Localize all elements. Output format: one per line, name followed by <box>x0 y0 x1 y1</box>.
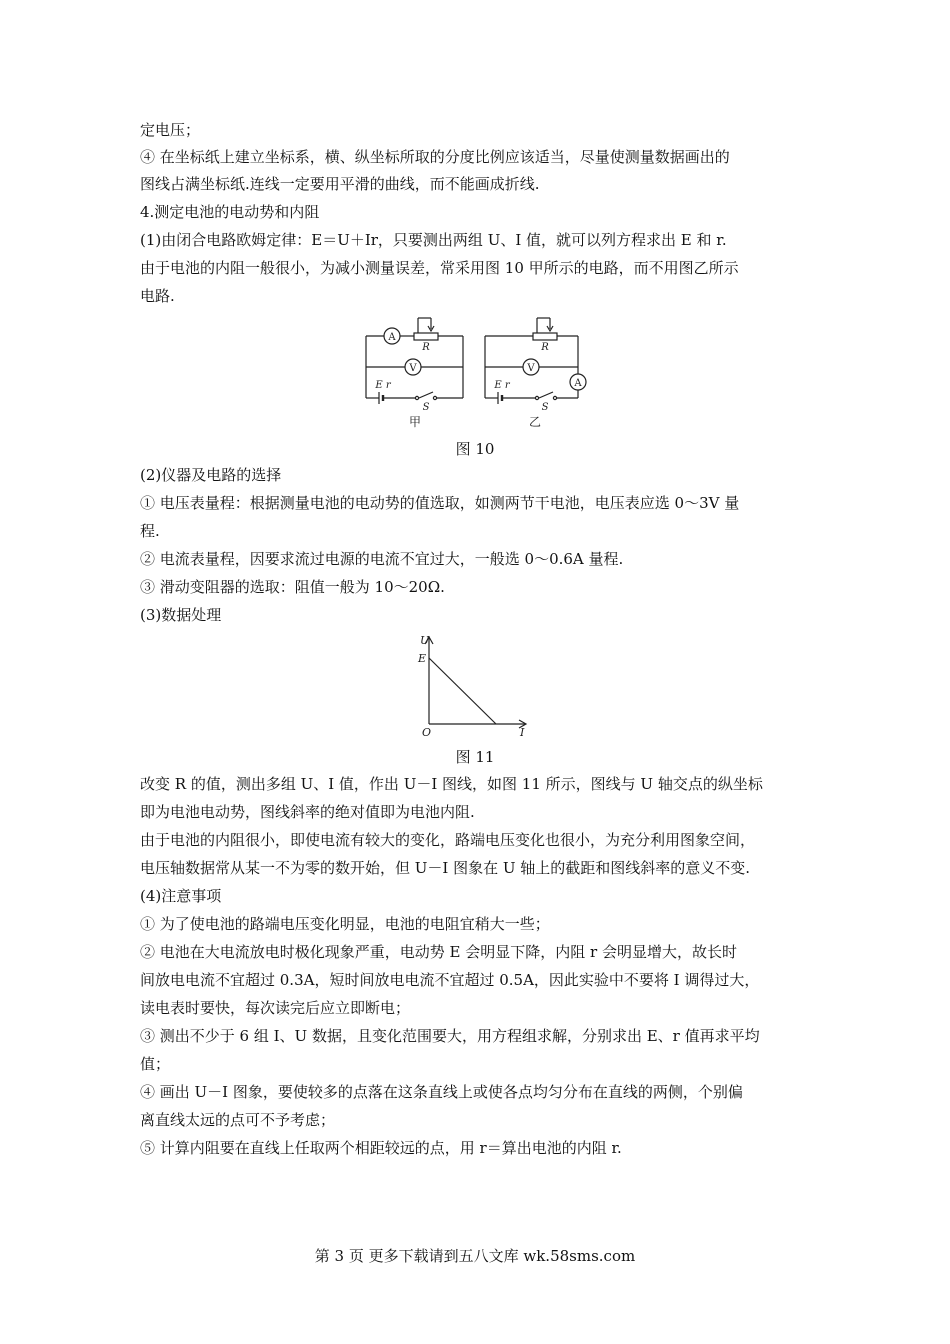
text-line: ① 电压表量程：根据测量电池的电动势的值选取，如测两节干电池，电压表应选 0～3V 量 <box>140 494 740 512</box>
rheostat-label: R <box>541 342 549 353</box>
figure-caption: 图 10 <box>455 440 495 458</box>
circuit-label: 乙 <box>528 415 542 429</box>
text-line: ④ 在坐标纸上建立坐标系，横、纵坐标所取的分度比例应该适当，尽量使测量数据画出的 <box>140 148 730 166</box>
text-line: ③ 测出不少于 6 组 I、U 数据，且变化范围要大，用方程组求解，分别求出 E、r 值再求平均 <box>140 1027 760 1045</box>
voltmeter-label: V <box>409 363 417 374</box>
text-line: 由于电池的内阻很小，即使电流有较大的变化，路端电压变化也很小，为充分利用图象空间， <box>140 831 756 849</box>
text-line: ② 电池在大电流放电时极化现象严重，电动势 E 会明显下降，内阻 r 会明显增大，故长时 <box>140 943 737 961</box>
text-line: 电路. <box>140 287 175 305</box>
ammeter-label: A <box>388 332 396 343</box>
text-line: 值； <box>140 1055 171 1073</box>
x-axis-label: I <box>520 726 525 739</box>
text-line: 定电压； <box>140 121 201 139</box>
rheostat-label: R <box>422 342 430 353</box>
text-line: ② 电流表量程，因要求流过电源的电流不宜过大，一般选 0～0.6A 量程. <box>140 550 624 568</box>
text-line: 电压轴数据常从某一不为零的数开始，但 U－I 图象在 U 轴上的截距和图线斜率的意义不变. <box>140 859 751 877</box>
figure-caption: 图 11 <box>455 748 495 766</box>
y-axis-label: U <box>420 634 430 647</box>
text-line: 读电表时要快，每次读完后应立即断电； <box>140 999 411 1017</box>
section-heading: 4.测定电池的电动势和内阻 <box>140 203 320 221</box>
intercept-label: E <box>418 652 427 665</box>
text-line: 图线占满坐标纸.连线一定要用平滑的曲线，而不能画成折线. <box>140 175 540 193</box>
voltmeter-label: V <box>527 363 535 374</box>
text-line: 即为电池电动势，图线斜率的绝对值即为电池内阻. <box>140 803 475 821</box>
text-line: 程. <box>140 522 160 540</box>
text-line: 间放电电流不宜超过 0.3A，短时间放电电流不宜超过 0.5A，因此实验中不要将 I 调得过大， <box>140 971 760 989</box>
switch-label: S <box>541 402 549 413</box>
text-line: ① 为了使电池的路端电压变化明显，电池的电阻宜稍大一些； <box>140 915 550 933</box>
circuit-label: 甲 <box>408 415 422 429</box>
battery-label: E r <box>375 380 391 391</box>
page-footer: 第 3 页 更多下载请到五八文库 wk.58sms.com <box>314 1247 636 1265</box>
text-line: 由于电池的内阻一般很小，为减小测量误差，常采用图 10 甲所示的电路，而不用图乙所示 <box>140 259 739 277</box>
text-line: ④ 画出 U－I 图象，要使较多的点落在这条直线上或使各点均匀分布在直线的两侧，个别偏 <box>140 1083 743 1101</box>
switch-label: S <box>422 402 430 413</box>
origin-label: O <box>422 726 432 739</box>
ui-graph-figure-11 <box>412 632 537 742</box>
text-line: ③ 滑动变阻器的选取：阻值一般为 10～20Ω. <box>140 578 445 596</box>
text-line: 改变 R 的值，测出多组 U、I 值，作出 U－I 图线，如图 11 所示，图线与 U 轴交点的纵坐标 <box>140 775 763 793</box>
section-heading: (2)仪器及电路的选择 <box>140 466 282 484</box>
text-line: ⑤ 计算内阻要在直线上任取两个相距较远的点，用 r＝算出电池的内阻 r. <box>140 1139 622 1157</box>
text-line: 离直线太远的点可不予考虑； <box>140 1111 336 1129</box>
ammeter-label: A <box>574 378 582 389</box>
section-heading: (3)数据处理 <box>140 606 222 624</box>
circuit-diagram-figure-10 <box>355 312 600 432</box>
battery-label: E r <box>494 380 510 391</box>
section-heading: (4)注意事项 <box>140 887 222 905</box>
text-line: (1)由闭合电路欧姆定律：E＝U＋Ir，只要测出两组 U、I 值，就可以列方程求出 E 和 r. <box>140 231 727 249</box>
